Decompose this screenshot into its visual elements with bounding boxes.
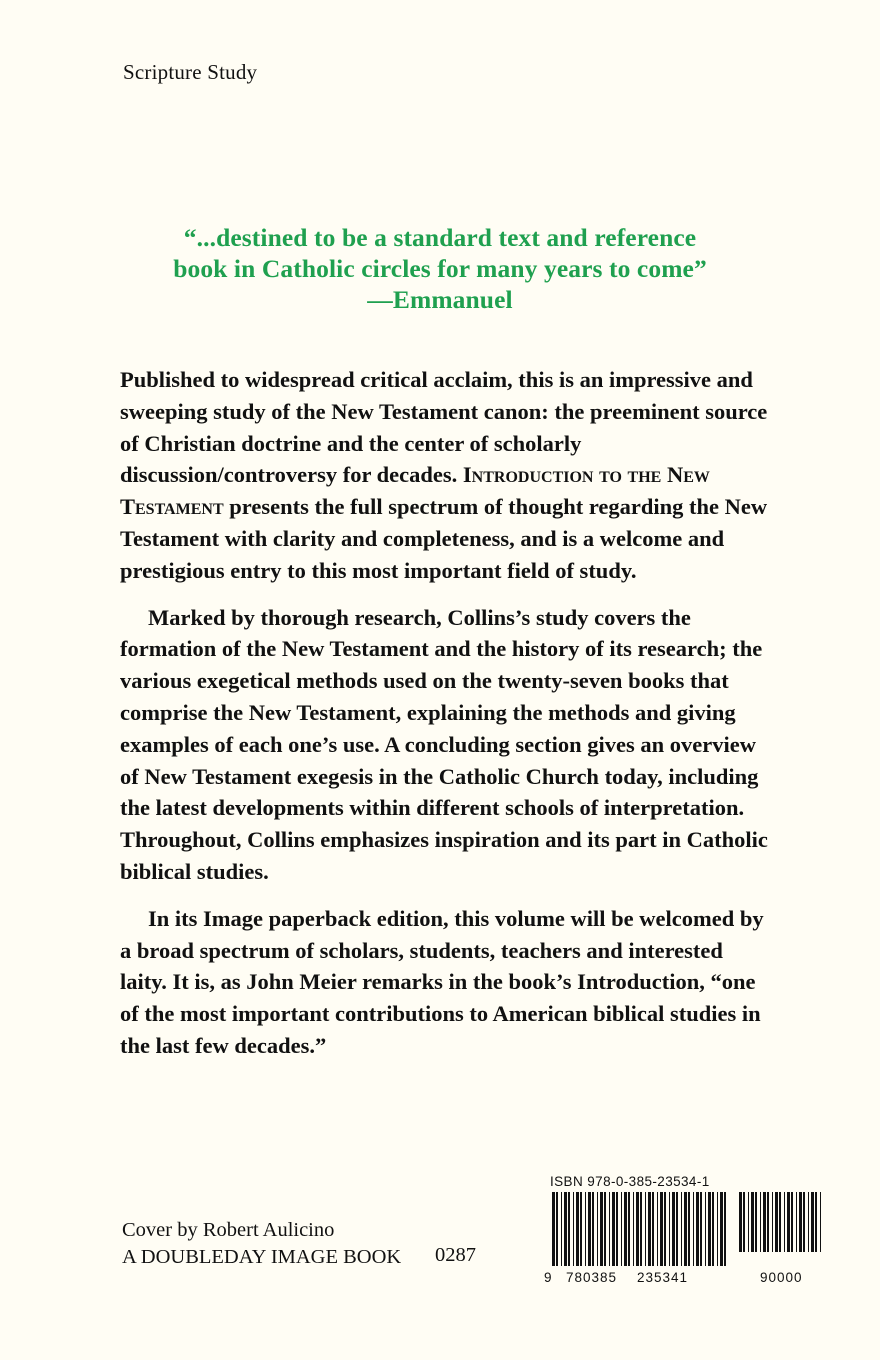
publisher-info xyxy=(122,1217,401,1271)
isbn-label: ISBN 978-0-385-23534-1 xyxy=(550,1174,710,1189)
barcode-bar xyxy=(657,1192,658,1266)
barcode-bar xyxy=(573,1192,574,1266)
description-paragraph-3: In its Image paperback edition, this volume will be welcomed by a broad spectrum of scholars, students, teachers and interested laity. It is, as John Meier remarks in the book’s Introduction, “one of the most important contributions to American biblical studies in the last few decades.” xyxy=(120,905,764,1058)
barcode-bar xyxy=(720,1192,723,1266)
barcode-bar xyxy=(700,1192,702,1266)
barcode-bar xyxy=(621,1192,622,1266)
ean-bars xyxy=(552,1192,726,1266)
barcode-digits-left: 780385 xyxy=(566,1270,618,1285)
cover-credit: Cover by Robert Aulicino xyxy=(122,1219,335,1241)
barcode-bar xyxy=(784,1192,785,1252)
barcode-bar xyxy=(669,1192,670,1266)
barcode-bar xyxy=(612,1192,615,1266)
barcode-bar xyxy=(628,1192,630,1266)
description-paragraph-1 xyxy=(120,364,775,587)
barcode-bar xyxy=(743,1192,745,1252)
barcode-bar xyxy=(580,1192,582,1266)
barcode-bar xyxy=(751,1192,754,1252)
review-quote xyxy=(120,222,760,315)
barcode-bar xyxy=(779,1192,781,1252)
quote-attribution: —Emmanuel xyxy=(367,285,513,314)
barcode-bar xyxy=(696,1192,699,1266)
barcode-bar xyxy=(640,1192,642,1266)
imprint: A DOUBLEDAY IMAGE BOOK xyxy=(122,1246,402,1268)
barcode-bar xyxy=(645,1192,646,1266)
barcode-bar xyxy=(600,1192,603,1266)
barcode-bar xyxy=(616,1192,618,1266)
barcode-bar xyxy=(799,1192,802,1252)
barcode-bar xyxy=(684,1192,687,1266)
barcode-bar xyxy=(552,1192,555,1266)
book-title: Introduction to the New Testament xyxy=(120,462,710,520)
barcode-bar xyxy=(652,1192,654,1266)
barcode-addon-digits: 90000 xyxy=(760,1270,803,1285)
quote-line-2: book in Catholic circles for many years to come” xyxy=(173,254,707,283)
description xyxy=(120,364,775,1077)
barcode-bar xyxy=(604,1192,606,1266)
quote-line-1: “...destined to be a standard text and reference xyxy=(183,223,697,252)
barcode-bar xyxy=(633,1192,634,1266)
barcode-bar xyxy=(796,1192,797,1252)
paragraph-1-text: Published to widespread critical acclaim, this is an impressive and sweeping study of the New Testament canon: the preeminent source of Christian doctrine and the center of scholarly discussion/controversy for decades. xyxy=(120,367,768,488)
barcode-bar xyxy=(597,1192,598,1266)
barcode-bar xyxy=(787,1192,790,1252)
barcode-bar xyxy=(712,1192,714,1266)
barcode-bar xyxy=(664,1192,666,1266)
barcode-bar xyxy=(775,1192,778,1252)
addon-bars xyxy=(739,1192,821,1252)
barcode-bar xyxy=(561,1192,562,1266)
barcode-digit-first: 9 xyxy=(544,1270,553,1285)
barcode-bar xyxy=(568,1192,570,1266)
barcode-bar xyxy=(672,1192,675,1266)
barcode-bar xyxy=(767,1192,769,1252)
barcode-bar xyxy=(676,1192,678,1266)
paragraph-1-text-end: presents the full spectrum of thought regarding the New Testament with clarity and completeness, and is a welcome and prestigious entry to this most important field of study. xyxy=(120,494,768,583)
barcode-bar xyxy=(660,1192,663,1266)
barcode-bar xyxy=(636,1192,639,1266)
barcode-bar xyxy=(708,1192,711,1266)
barcode-bar xyxy=(624,1192,627,1266)
price-code: 0287 xyxy=(435,1244,476,1266)
barcode-bar xyxy=(648,1192,651,1266)
barcode-bar xyxy=(739,1192,742,1252)
barcode-bar xyxy=(755,1192,757,1252)
barcode-bar xyxy=(585,1192,586,1266)
barcode-bar xyxy=(564,1192,567,1266)
barcode-bar xyxy=(811,1192,814,1252)
barcode-bar xyxy=(576,1192,579,1266)
barcode-bar xyxy=(693,1192,694,1266)
barcode-bar xyxy=(592,1192,594,1266)
barcode-bar xyxy=(763,1192,766,1252)
barcode-bar xyxy=(815,1192,817,1252)
barcode-bar xyxy=(808,1192,809,1252)
barcode-bar xyxy=(609,1192,610,1266)
barcode-graphic xyxy=(548,1192,828,1270)
barcode-bar xyxy=(803,1192,805,1252)
barcode-bar xyxy=(681,1192,682,1266)
barcode-digits-right: 235341 xyxy=(637,1270,689,1285)
description-paragraph-2: Marked by thorough research, Collins’s study covers the formation of the New Testament and the history of its research; the various exegetical methods used on the twenty-seven books that comprise the New Testament, explaining the methods and giving examples of each one’s use. A concluding section gives an overview of New Testament exegesis in the Catholic Church today, including the latest developments within different schools of interpretation. Throughout, Collins emphasizes inspiration and its part in Catholic biblical studies. xyxy=(120,604,768,884)
category-label: Scripture Study xyxy=(123,60,258,84)
barcode-bar xyxy=(688,1192,690,1266)
barcode-bar xyxy=(748,1192,749,1252)
barcode-bar xyxy=(556,1192,558,1266)
barcode-bar xyxy=(717,1192,718,1266)
barcode-bar xyxy=(588,1192,591,1266)
barcode-bar xyxy=(820,1192,821,1252)
barcode-bar xyxy=(791,1192,793,1252)
barcode-bar xyxy=(772,1192,773,1252)
barcode-bar xyxy=(760,1192,761,1252)
barcode-bar xyxy=(705,1192,706,1266)
barcode-bar xyxy=(724,1192,726,1266)
